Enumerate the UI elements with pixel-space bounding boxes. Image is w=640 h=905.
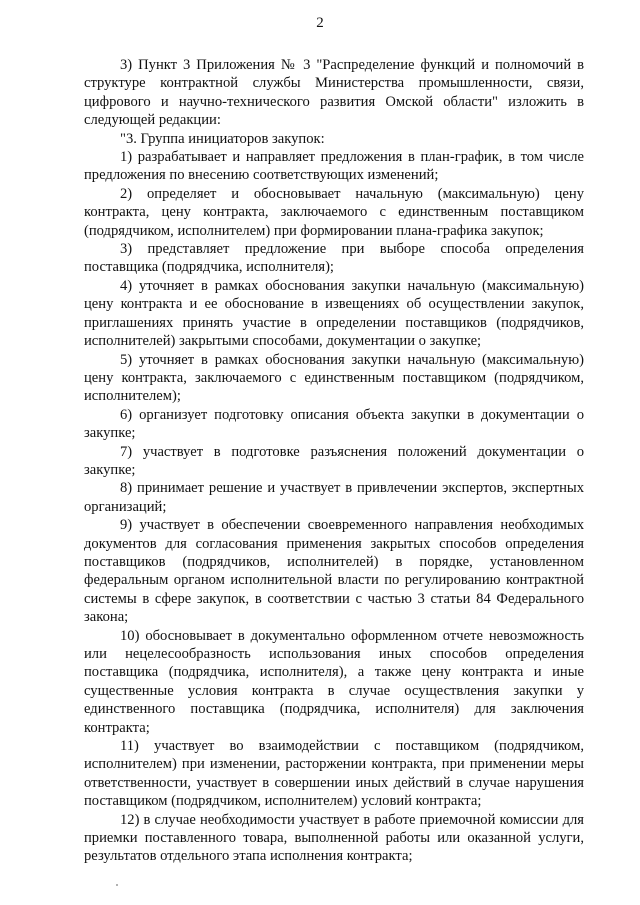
list-item-12: 12) в случае необходимости участвует в работе приемочной комиссии для приемки поставленного товара, выполненной работы или оказанной услуги, результатов отдельного этапа исполнения контракта; [84, 811, 584, 865]
paragraph-amendment-intro: 3) Пункт 3 Приложения № 3 "Распределение функций и полномочий в структуре контрактной службы Министерства промышленности, связи, цифрового и научно-технического развития Омской области" изложить в следующей редакции: [84, 57, 584, 129]
list-item-3: 3) представляет предложение при выборе способа определения поставщика (подрядчика, исполнителя); [84, 241, 584, 276]
list-item-4: 4) уточняет в рамках обоснования закупки начальную (максимальную) цену контракта и ее обоснование в извещениях об осуществлении закупок, приглашениях принять участие в определении поставщиков (подрядчиков, исполнителей) закрытыми способами, документации о закупке; [84, 277, 584, 350]
list-item-10: 10) обосновывает в документально оформленном отчете невозможность или нецелесообразность использования иных способов определения поставщика (подрядчика, исполнителя), а также цену контракта и иные существенные условия контракта в случае осуществления закупки у единственного поставщика (подрядчика, исполнителя) для заключения контракта; [84, 627, 584, 736]
list-item-6: 6) организует подготовку описания объекта закупки в документации о закупке; [84, 406, 584, 442]
page-number: 2 [316, 15, 324, 31]
list-item-7: 7) участвует в подготовке разъяснения положений документации о закупке; [84, 443, 584, 478]
list-item-1: 1) разрабатывает и направляет предложения в план-график, в том числе предложения по внесению соответствующих изменений; [84, 149, 584, 184]
scan-artifact-dot [116, 884, 118, 886]
list-item-11: 11) участвует во взаимодействии с поставщиком (подрядчиком, исполнителем) при изменении, расторжении контракта, при применении меры ответственности, участвует в совершении иных действий в случае нарушения поставщиком (подрядчиком, исполнителем) условий контракта; [84, 738, 584, 810]
paragraph-section-heading: "3. Группа инициаторов закупок: [120, 130, 325, 147]
list-item-8: 8) принимает решение и участвует в привлечении экспертов, экспертных организаций; [84, 480, 584, 515]
list-item-9: 9) участвует в обеспечении своевременного направления необходимых документов для согласования применения закрытых способов определения поставщиков (подрядчиков, исполнителей) в порядке, установленном федеральным органом исполнительной власти по регулированию контрактной системы в сфере закупок, в соответствии с частью 3 статьи 84 Федерального закона; [84, 517, 584, 626]
list-item-2: 2) определяет и обосновывает начальную (максимальную) цену контракта, цену контракта, заключаемого с единственным поставщиком (подрядчиком, исполнителем) при формировании плана-графика закупок; [84, 185, 584, 239]
document-body [84, 56, 584, 866]
list-item-5: 5) уточняет в рамках обоснования закупки начальную (максимальную) цену контракта, заключаемого с единственным поставщиком (подрядчиком, исполнителем); [84, 351, 584, 405]
